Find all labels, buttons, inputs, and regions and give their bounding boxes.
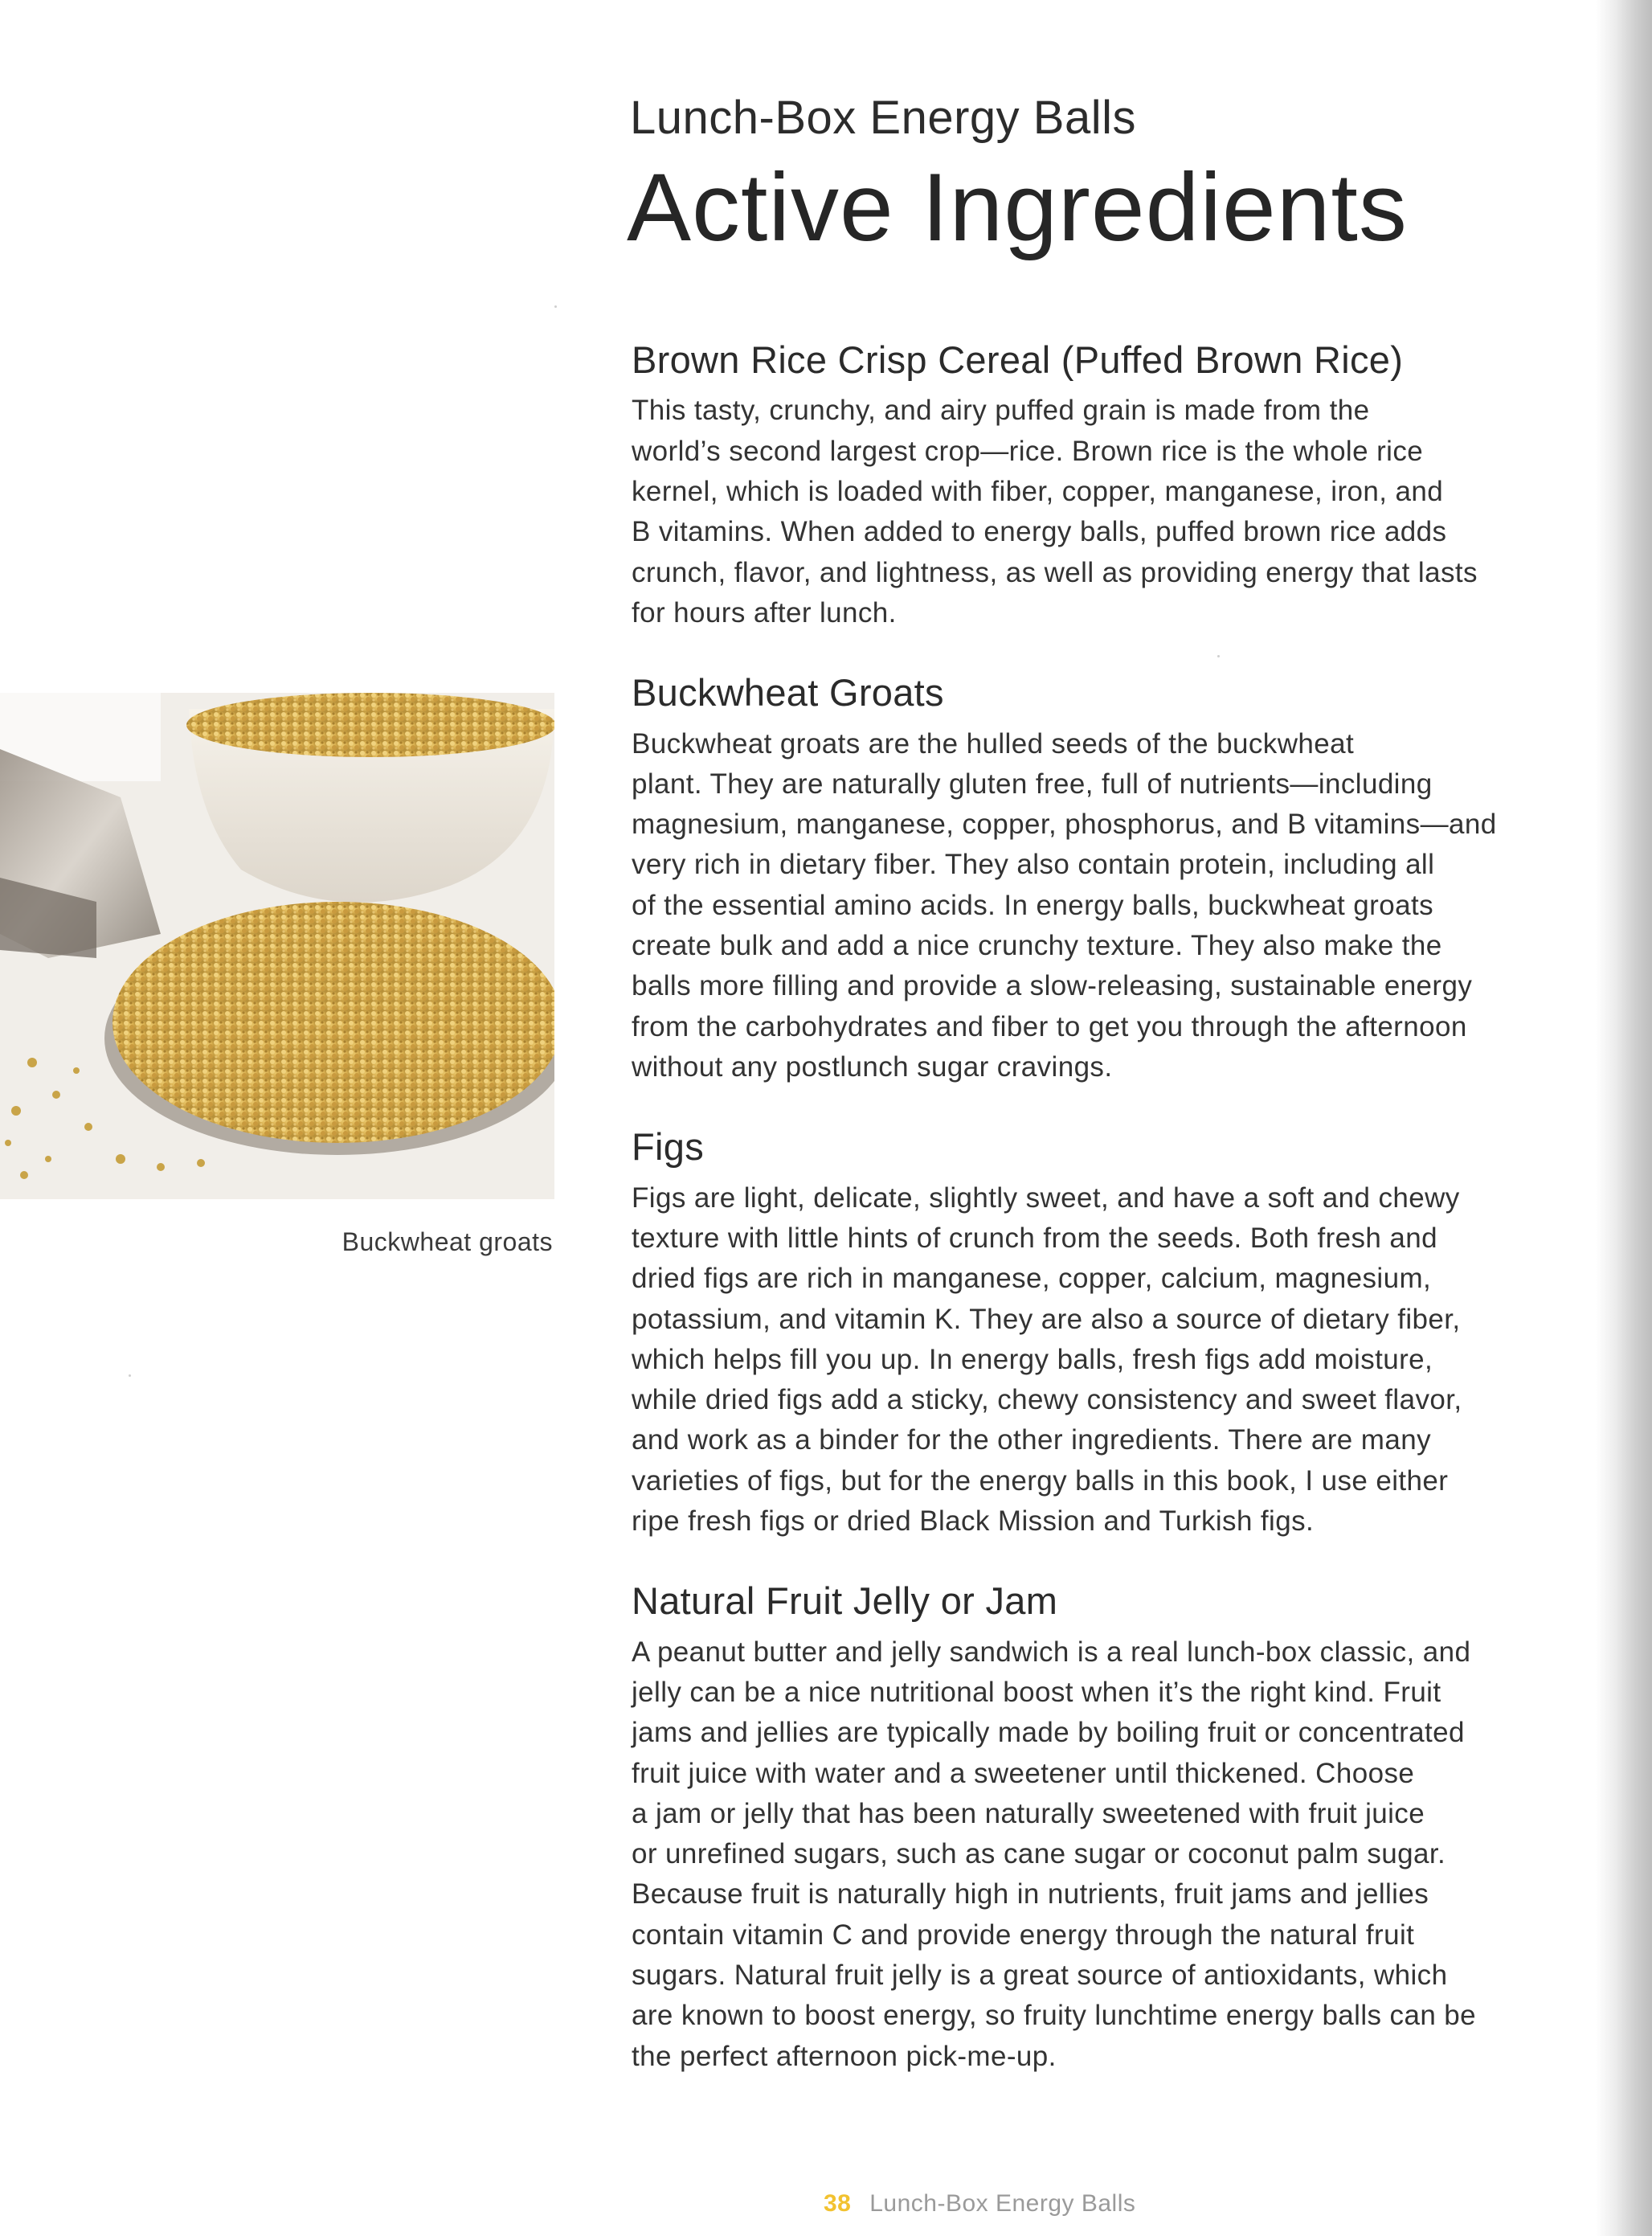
page-title: Active Ingredients [627,154,1408,261]
chapter-kicker: Lunch-Box Energy Balls [630,92,1136,144]
page-number: 38 [824,2190,852,2217]
text-line: Because fruit is naturally high in nutrients, fruit jams and jellies [632,1878,1429,1910]
text-line: sugars. Natural fruit jelly is a great source of antioxidants, which [632,1960,1448,1992]
scan-speck [129,1374,131,1377]
section-heading: Natural Fruit Jelly or Jam [632,1579,1058,1623]
text-line: are known to boost energy, so fruity lunchtime energy balls can be [632,2000,1477,2032]
text-line: varieties of figs, but for the energy balls in this book, I use either [632,1464,1449,1497]
text-line: B vitamins. When added to energy balls, puffed brown rice adds [632,516,1447,548]
ingredient-section-brown-rice [630,338,1634,633]
section-heading: Figs [632,1125,704,1169]
section-paragraph [632,1632,1628,2077]
text-line: balls more filling and provide a slow-releasing, sustainable energy [632,970,1473,1002]
section-heading: Buckwheat Groats [632,671,944,715]
text-line: magnesium, manganese, copper, phosphorus, and B vitamins—and [632,809,1497,841]
scan-speck [554,305,557,308]
text-line: Buckwheat groats are the hulled seeds of the buckwheat [632,727,1355,760]
section-paragraph [632,1178,1628,1542]
ingredient-section-figs [630,1124,1634,1542]
text-line: ripe fresh figs or dried Black Mission and Turkish figs. [632,1505,1315,1537]
article-body [630,338,1634,2111]
text-line: fruit juice with water and a sweetener until thickened. Choose [632,1757,1415,1789]
buckwheat-image [0,693,554,1199]
running-title: Lunch-Box Energy Balls [869,2190,1136,2217]
ingredient-section-buckwheat [630,670,1634,1087]
text-line: jams and jellies are typically made by boiling fruit or concentrated [632,1717,1465,1749]
page-header [627,92,1408,261]
text-line: This tasty, crunchy, and airy puffed grain is made from the [632,395,1370,427]
text-line: the perfect afternoon pick-me-up. [632,2040,1057,2072]
ingredient-section-fruit-jelly [630,1579,1634,2077]
text-line: a jam or jelly that has been naturally sweetened with fruit juice [632,1797,1425,1829]
photo-caption: Buckwheat groats [341,1227,553,1256]
page-footer [824,2190,1135,2218]
text-line: which helps fill you up. In energy balls, fresh figs add moisture, [632,1343,1433,1375]
text-line: Figs are light, delicate, slightly sweet, and have a soft and chewy [632,1181,1460,1214]
text-line: very rich in dietary fiber. They also contain protein, including all [632,849,1435,881]
text-line: world’s second largest crop—rice. Brown rice is the whole rice [632,435,1424,467]
text-line: potassium, and vitamin K. They are also a source of dietary fiber, [632,1303,1461,1335]
buckwheat-groats-photo [0,693,554,1199]
text-line: kernel, which is loaded with fiber, copper, manganese, iron, and [632,475,1444,507]
text-line: contain vitamin C and provide energy through the natural fruit [632,1919,1415,1951]
text-line: without any postlunch sugar cravings. [632,1050,1113,1083]
text-line: create bulk and add a nice crunchy texture. They also make the [632,930,1442,962]
text-line: texture with little hints of crunch from the seeds. Both fresh and [632,1222,1437,1254]
text-line: or unrefined sugars, such as cane sugar or coconut palm sugar. [632,1838,1446,1870]
scan-speck [1217,655,1220,657]
text-line: jelly can be a nice nutritional boost when it’s the right kind. Fruit [632,1676,1441,1708]
text-line: plant. They are naturally gluten free, full of nutrients—including [632,768,1433,800]
text-line: for hours after lunch. [632,596,897,629]
text-line: from the carbohydrates and fiber to get you through the afternoon [632,1010,1467,1042]
text-line: of the essential amino acids. In energy balls, buckwheat groats [632,889,1433,921]
text-line: and work as a binder for the other ingredients. There are many [632,1424,1431,1456]
section-paragraph [632,391,1628,633]
text-line: A peanut butter and jelly sandwich is a real lunch-box classic, and [632,1636,1471,1668]
section-heading: Brown Rice Crisp Cereal (Puffed Brown Rice) [632,338,1404,381]
text-line: while dried figs add a sticky, chewy consistency and sweet flavor, [632,1384,1462,1416]
section-paragraph [632,724,1628,1088]
text-line: crunch, flavor, and lightness, as well as providing energy that lasts [632,556,1478,588]
text-line: dried figs are rich in manganese, copper, calcium, magnesium, [632,1263,1432,1295]
